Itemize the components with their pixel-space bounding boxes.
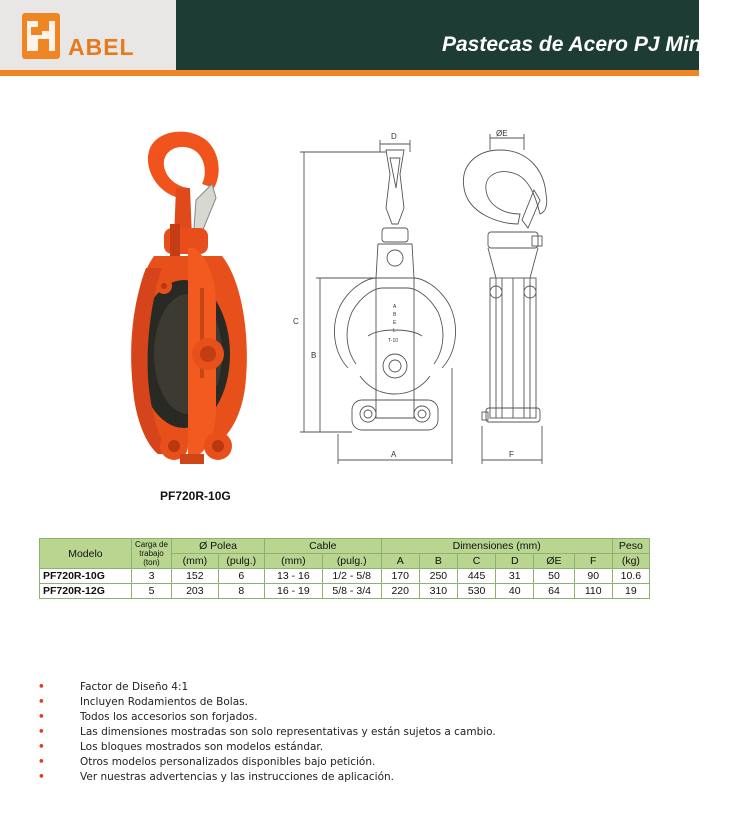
list-item <box>38 710 496 725</box>
col-header-carga: Carga de trabajo (ton) <box>131 539 171 569</box>
abel-logo-icon <box>22 13 60 59</box>
dim-label-c: C <box>293 317 299 326</box>
plate-model-text: T-10 <box>388 338 399 344</box>
table-cell-model: PF720R-10G <box>40 569 132 584</box>
technical-drawing <box>290 128 560 468</box>
bullet-icon: • <box>38 696 45 708</box>
dim-label-f: F <box>509 450 514 459</box>
feature-text: Factor de Diseño 4:1 <box>80 681 189 693</box>
subheader-cell: F <box>574 554 612 569</box>
plate-letter-l: L <box>393 328 396 334</box>
table-cell: 250 <box>419 569 457 584</box>
table-cell: 310 <box>419 584 457 599</box>
subheader-cell: (mm) <box>172 554 218 569</box>
feature-text: Otros modelos personalizados disponibles bajo petición. <box>80 756 376 768</box>
subheader-cell: D <box>496 554 534 569</box>
plate-letter-e: E <box>393 320 397 326</box>
dim-label-e: ØE <box>496 129 508 138</box>
plate-letter-a: A <box>393 304 397 310</box>
table-cell: 445 <box>457 569 495 584</box>
bullet-icon: • <box>38 771 45 783</box>
subheader-cell: C <box>457 554 495 569</box>
col-header-cable: Cable <box>264 539 381 554</box>
bullet-icon: • <box>38 756 45 768</box>
table-cell: 152 <box>172 569 218 584</box>
col-header-dimensiones: Dimensiones (mm) <box>381 539 612 554</box>
list-item <box>38 680 496 695</box>
feature-text: Ver nuestras advertencias y las instrucciones de aplicación. <box>80 771 395 783</box>
table-header-row <box>40 539 650 554</box>
table-cell: 203 <box>172 584 218 599</box>
bullet-icon: • <box>38 726 45 738</box>
page-title: Pastecas de Acero PJ Mineras <box>442 33 745 56</box>
pulley-block-photo <box>118 128 268 480</box>
table-cell: 13 - 16 <box>264 569 322 584</box>
list-item <box>38 725 496 740</box>
feature-text: Los bloques mostrados son modelos estándar. <box>80 741 324 753</box>
table-cell-model: PF720R-12G <box>40 584 132 599</box>
table-cell: 10.6 <box>612 569 649 584</box>
bullet-icon: • <box>38 711 45 723</box>
header-accent-bar <box>0 70 699 76</box>
feature-text: Todos los accesorios son forjados. <box>80 711 258 723</box>
table-cell: 530 <box>457 584 495 599</box>
subheader-cell: (pulg.) <box>322 554 381 569</box>
feature-list <box>38 680 496 785</box>
table-cell: 16 - 19 <box>264 584 322 599</box>
header-banner <box>0 0 745 70</box>
table-cell: 40 <box>496 584 534 599</box>
dim-label-a: A <box>391 450 397 459</box>
table-cell: 8 <box>218 584 264 599</box>
feature-text: Las dimensiones mostradas son solo representativas y están sujetos a cambio. <box>80 726 496 738</box>
table-cell: 170 <box>381 569 419 584</box>
subheader-cell: A <box>381 554 419 569</box>
dim-label-b: B <box>311 351 317 360</box>
table-cell: 110 <box>574 584 612 599</box>
table-cell: 5/8 - 3/4 <box>322 584 381 599</box>
title-area <box>176 0 745 70</box>
table-row <box>40 569 650 584</box>
table-cell: 64 <box>534 584 574 599</box>
subheader-cell: ØE <box>534 554 574 569</box>
subheader-cell: B <box>419 554 457 569</box>
col-header-peso: Peso <box>612 539 649 554</box>
subheader-cell: (pulg.) <box>218 554 264 569</box>
table-cell: 6 <box>218 569 264 584</box>
subheader-cell: (mm) <box>264 554 322 569</box>
table-cell: 19 <box>612 584 649 599</box>
bullet-icon: • <box>38 741 45 753</box>
col-header-polea: Ø Polea <box>172 539 265 554</box>
list-item <box>38 695 496 710</box>
bullet-icon: • <box>38 681 45 693</box>
dim-label-d: D <box>391 132 397 141</box>
subheader-cell: (kg) <box>612 554 649 569</box>
table-cell: 1/2 - 5/8 <box>322 569 381 584</box>
col-header-modelo: Modelo <box>40 539 132 569</box>
logo-area <box>0 0 176 70</box>
feature-text: Incluyen Rodamientos de Bolas. <box>80 696 248 708</box>
list-item <box>38 770 496 785</box>
brand-name: ABEL <box>68 34 135 60</box>
table-cell: 31 <box>496 569 534 584</box>
table-cell: 3 <box>131 569 171 584</box>
table-cell: 220 <box>381 584 419 599</box>
list-item <box>38 755 496 770</box>
table-cell: 50 <box>534 569 574 584</box>
table-cell: 5 <box>131 584 171 599</box>
list-item <box>38 740 496 755</box>
table-cell: 90 <box>574 569 612 584</box>
spec-table <box>39 538 650 599</box>
plate-letter-b: B <box>393 312 397 318</box>
product-caption: PF720R-10G <box>160 489 231 503</box>
table-row <box>40 584 650 599</box>
